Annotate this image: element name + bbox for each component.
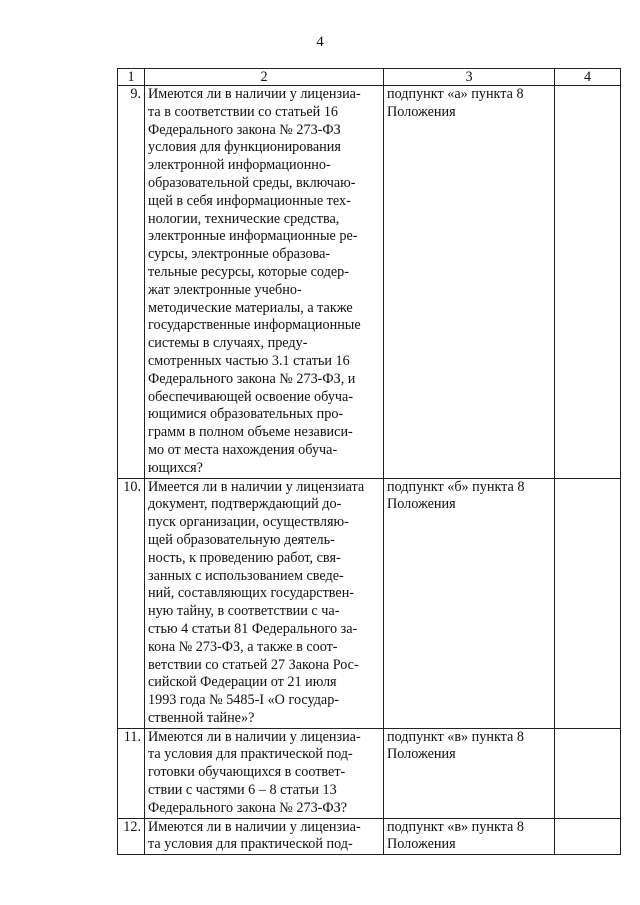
- table-row: [118, 818, 621, 855]
- reference-cell: [384, 86, 555, 479]
- question-line: образовательной среды, включаю-: [148, 174, 356, 191]
- question-line: щей в себя информационные тех-: [148, 192, 351, 209]
- page-number: 4: [316, 34, 324, 50]
- header-col-4: 4: [555, 69, 621, 86]
- question-line: Имеются ли в наличии у лицензиа-: [148, 86, 361, 102]
- reference-clause: подпункт «в» пункта 8: [387, 728, 524, 745]
- question-line: пуск организации, осуществляю-: [148, 514, 349, 531]
- table-row: [118, 478, 621, 728]
- question-line: электронные информационные ре-: [148, 228, 358, 245]
- question-line: Федерального закона № 273-ФЗ?: [148, 799, 347, 816]
- header-col-1: 1: [118, 69, 145, 86]
- question-cell: [145, 728, 384, 818]
- question-line: ющимися образовательных про-: [148, 406, 344, 423]
- question-line: Имеются ли в наличии у лицензиа-: [148, 818, 361, 835]
- question-cell: [145, 86, 384, 479]
- reference-cell: [384, 478, 555, 728]
- row-number: 12.: [118, 818, 145, 855]
- question-line: 1993 года № 5485-I «О государ-: [148, 692, 340, 709]
- table-body: [118, 86, 621, 855]
- table-header: [118, 69, 621, 86]
- question-line: обеспечивающей освоение обуча-: [148, 388, 354, 405]
- table-row: [118, 728, 621, 818]
- question-line: методические материалы, а также: [148, 299, 353, 316]
- question-line: Федерального закона № 273-ФЗ, и: [148, 370, 356, 387]
- reference-cell: [384, 818, 555, 855]
- reference-document: Положения: [387, 836, 456, 853]
- question-line: занных с использованием сведе-: [148, 567, 344, 584]
- question-line: государственные информационные: [148, 317, 361, 334]
- checklist-table: [117, 68, 621, 855]
- answer-cell: [555, 86, 621, 479]
- question-line: Имеются ли в наличии у лицензиа-: [148, 728, 361, 745]
- question-line: ственной тайне»?: [148, 709, 255, 726]
- question-line: смотренных частью 3.1 статьи 16: [148, 352, 350, 369]
- question-line: готовки обучающихся в соответ-: [148, 764, 346, 781]
- question-line: сурсы, электронные образова-: [148, 246, 331, 263]
- question-line: электронной информационно-: [148, 157, 331, 174]
- answer-cell: [555, 818, 621, 855]
- question-line: тельные ресурсы, которые содер-: [148, 263, 349, 280]
- question-line: документ, подтверждающий до-: [148, 496, 342, 513]
- question-line: мо от места нахождения обуча-: [148, 441, 338, 458]
- question-line: ную тайну, в соответствии с ча-: [148, 603, 340, 620]
- question-line: та условия для практической под-: [148, 746, 353, 763]
- question-line: щей образовательную деятель-: [148, 531, 335, 548]
- question-line: стью 4 статьи 81 Федерального за-: [148, 620, 358, 637]
- table-row: [118, 86, 621, 479]
- question-line: та в соответствии со статьей 16: [148, 103, 339, 120]
- question-cell: [145, 818, 384, 855]
- question-cell: [145, 478, 384, 728]
- question-line: Федерального закона № 273-ФЗ: [148, 121, 341, 138]
- question-line: грамм в полном объеме независи-: [148, 424, 353, 441]
- question-line: системы в случаях, преду-: [148, 335, 308, 352]
- question-line: ветствии со статьей 27 Закона Рос-: [148, 656, 359, 673]
- row-number: 10.: [118, 478, 145, 728]
- question-line: ющихся?: [148, 459, 203, 476]
- header-col-3: 3: [384, 69, 555, 86]
- reference-document: Положения: [387, 103, 456, 120]
- question-line: та условия для практической под-: [148, 836, 353, 853]
- question-line: Имеется ли в наличии у лицензиата: [148, 478, 365, 495]
- reference-document: Положения: [387, 746, 456, 763]
- reference-cell: [384, 728, 555, 818]
- reference-clause: подпункт «б» пункта 8: [387, 478, 525, 495]
- question-line: условия для функционирования: [148, 139, 341, 156]
- header-row: [118, 69, 621, 86]
- question-line: нологии, технические средства,: [148, 210, 340, 227]
- question-line: жат электронные учебно-: [148, 281, 302, 298]
- row-number: 11.: [118, 728, 145, 818]
- answer-cell: [555, 728, 621, 818]
- question-line: кона № 273-ФЗ, а также в соот-: [148, 638, 338, 655]
- reference-document: Положения: [387, 496, 456, 513]
- question-line: ность, к проведению работ, свя-: [148, 549, 341, 566]
- row-number: 9.: [118, 86, 145, 479]
- reference-clause: подпункт «а» пункта 8: [387, 86, 524, 102]
- question-line: сийской Федерации от 21 июля: [148, 674, 337, 691]
- answer-cell: [555, 478, 621, 728]
- question-line: ствии с частями 6 – 8 статьи 13: [148, 782, 337, 799]
- header-col-2: 2: [145, 69, 384, 86]
- question-line: ний, составляющих государствен-: [148, 585, 355, 602]
- reference-clause: подпункт «в» пункта 8: [387, 818, 524, 835]
